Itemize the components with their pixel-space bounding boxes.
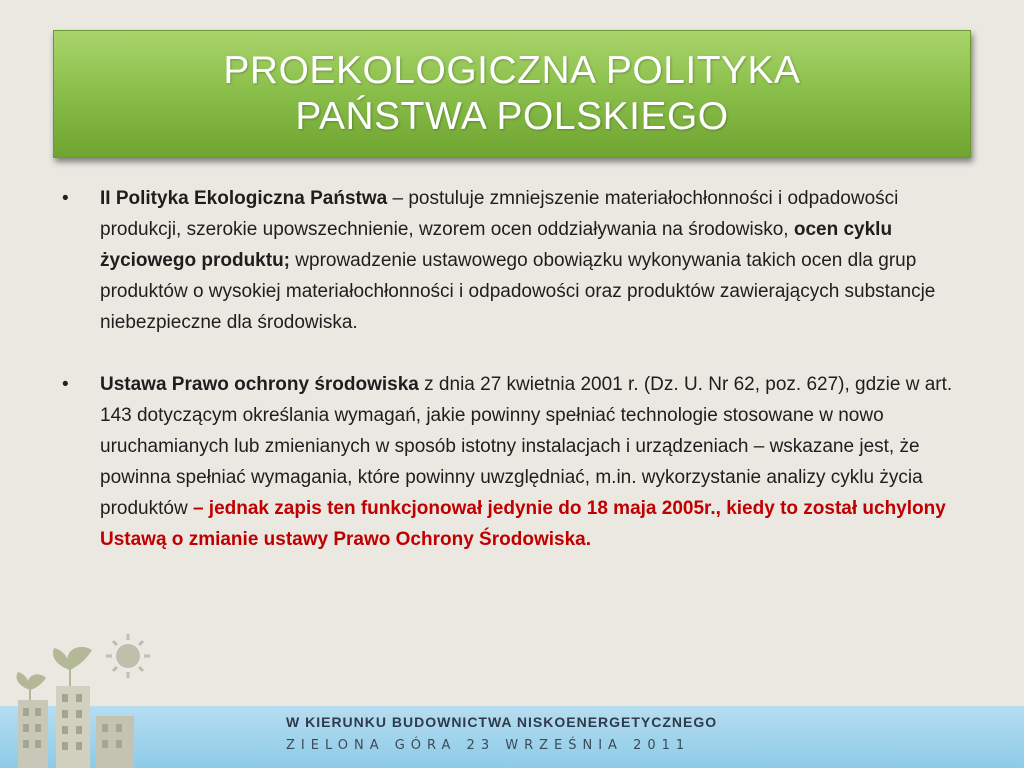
body-text: – postuluje zmniejszenie materiałochłonności i odpadowości produkcji, szerokie upowszechnienie, wzorem ocen oddziaływania na środowisko,	[100, 188, 899, 240]
title-banner	[53, 30, 971, 158]
eco-buildings-sun-icon	[0, 620, 170, 768]
body-text: z dnia 27 kwietnia 2001 r. (Dz. U. Nr 62, poz. 627), gdzie w art. 143 dotyczącym określania wymagań, jakie powinny spełniać technologie stosowane w nowo uruchamianych lub zmienianych w sposób istotny instalacjach i urządzeniach – wskazane jest, że powinna spełniać wymagania, które powinny uwzględniać, m.in. wykorzystanie analizy cyklu życia produktów	[100, 374, 953, 519]
bullet-marker: •	[62, 188, 69, 209]
bold-phrase: ocen cyklu życiowego produktu;	[100, 219, 893, 271]
bullet-text	[100, 369, 967, 555]
footer-title: W KIERUNKU BUDOWNICTWA NISKOENERGETYCZNEGO	[286, 714, 718, 730]
bullet-item-polityka	[62, 183, 967, 338]
slide-body	[62, 183, 967, 586]
bullet-marker: •	[62, 374, 69, 395]
slide-title-line-2: PAŃSTWA POLSKIEGO	[295, 95, 729, 138]
footer-place-date: ZIELONA GÓRA 23 WRZEŚNIA 2011	[286, 738, 691, 753]
bold-lead: Ustawa Prawo ochrony środowiska	[100, 374, 419, 395]
bullet-item-ustawa	[62, 369, 967, 555]
bullet-text	[100, 183, 967, 338]
slide-title-line-1: PROEKOLOGICZNA POLITYKA	[223, 49, 801, 92]
body-text: wprowadzenie ustawowego obowiązku wykonywania takich ocen dla grup produktów o wysokiej materiałochłonności i odpadowości oraz produktów zawierających substancje niebezpieczne dla środowiska.	[100, 250, 936, 333]
bold-lead: II Polityka Ekologiczna Państwa	[100, 188, 388, 209]
highlighted-note: – jednak zapis ten funkcjonował jedynie do 18 maja 2005r., kiedy to został uchylony Ustawą o zmianie ustawy Prawo Ochrony Środowiska.	[100, 498, 946, 550]
